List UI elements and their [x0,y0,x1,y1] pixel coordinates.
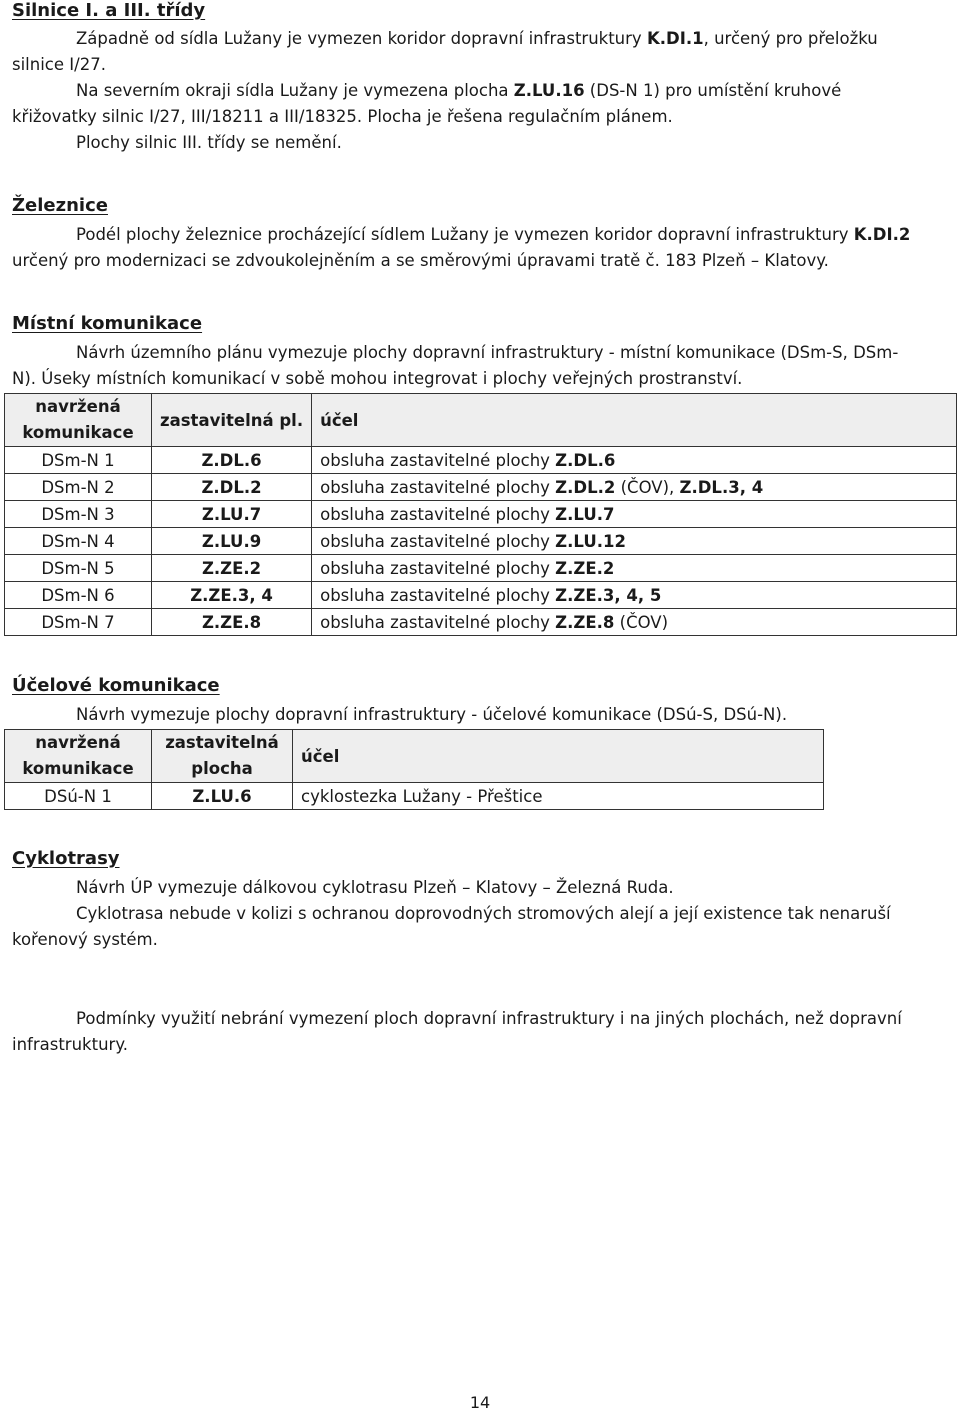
cell-ucel [312,528,957,555]
text: , určený pro přeložku [703,29,878,48]
table-row [5,447,957,474]
cell-plocha: Z.LU.7 [152,501,312,528]
text: obsluha zastavitelné plochy [320,558,556,578]
table-row [5,783,824,810]
paragraph-line: určený pro modernizaci se zdvoukolejněním a se směrovými úpravami tratě č. 183 Plzeň – Klatovy. [12,251,829,270]
text: obsluha zastavitelné plochy [320,531,556,551]
corridor-code: K.DI.2 [853,225,911,244]
cell-plocha: Z.ZE.8 [152,609,312,636]
cell-plocha: Z.ZE.2 [152,555,312,582]
heading-ucelove-komunikace: Účelové komunikace [12,675,220,696]
table-header-row [5,394,957,447]
table-row [5,474,957,501]
paragraph-line: silnice I/27. [12,55,106,74]
paragraph-line [12,222,948,248]
paragraph-line: kořenový systém. [12,930,158,949]
area-code: Z.LU.16 [513,81,585,100]
text: obsluha zastavitelné plochy [320,450,556,470]
cell-komunikace: DSm-N 6 [5,582,152,609]
cell-komunikace: DSm-N 4 [5,528,152,555]
header-cell: navržená komunikace [5,730,152,783]
cell-ucel [312,447,957,474]
cell-ucel: cyklostezka Lužany - Přeštice [293,783,824,810]
paragraph-line: křižovatky silnic I/27, III/18211 a III/18325. Plocha je řešena regulačním plánem. [12,107,673,126]
table-row [5,528,957,555]
cell-ucel [312,609,957,636]
table-row [5,501,957,528]
area-code: Z.ZE.3, 4, 5 [555,585,662,605]
table-header-row [5,730,824,783]
header-cell: účel [293,730,824,783]
text: obsluha zastavitelné plochy [320,504,556,524]
heading-cyklotrasy: Cyklotrasy [12,848,120,869]
header-cell: navržená komunikace [5,394,152,447]
header-cell: účel [312,394,957,447]
paragraph-line: N). Úseky místních komunikací v sobě mohou integrovat i plochy veřejných prostranství. [12,369,743,388]
area-code: Z.LU.12 [555,531,626,551]
cell-komunikace: DSm-N 5 [5,555,152,582]
area-code: Z.DL.2 [555,477,616,497]
heading-zeleznice: Železnice [12,195,108,216]
cell-plocha: Z.LU.9 [152,528,312,555]
cell-plocha: Z.ZE.3, 4 [152,582,312,609]
area-code: Z.ZE.8 [555,612,615,632]
heading-silnice: Silnice I. a III. třídy [12,0,206,21]
area-code: Z.LU.7 [555,504,615,524]
paragraph-line: Návrh územního plánu vymezuje plochy dopravní infrastruktury - místní komunikace (DSm-S, DSm- [76,343,899,362]
cell-plocha: Z.LU.6 [152,783,293,810]
text: obsluha zastavitelné plochy [320,477,556,497]
area-code: Z.DL.6 [555,450,616,470]
cell-komunikace: DSm-N 1 [5,447,152,474]
cell-ucel [312,474,957,501]
text: (ČOV), [615,477,680,497]
paragraph-line: Cyklotrasa nebude v kolizi s ochranou doprovodných stromových alejí a její existence tak nenaruší [76,904,891,923]
cell-komunikace: DSm-N 2 [5,474,152,501]
heading-mistni-komunikace: Místní komunikace [12,313,203,334]
paragraph-line [12,78,948,104]
text: obsluha zastavitelné plochy [320,612,556,632]
paragraph-line: Návrh ÚP vymezuje dálkovou cyklotrasu Plzeň – Klatovy – Železná Ruda. [76,878,674,897]
service-roads-table [4,729,824,810]
text-span [76,26,878,52]
cell-komunikace: DSm-N 7 [5,609,152,636]
paragraph-line: Plochy silnic III. třídy se nemění. [76,133,342,152]
cell-plocha: Z.DL.6 [152,447,312,474]
header-cell: zastavitelná pl. [152,394,312,447]
corridor-code: K.DI.1 [646,29,704,48]
text: Podél plochy železnice procházející sídlem Lužany je vymezen koridor dopravní infrastruktury [76,225,854,244]
text: obsluha zastavitelné plochy [320,585,556,605]
text: Na severním okraji sídla Lužany je vymezena plocha [76,81,514,100]
paragraph-line: infrastruktury. [12,1035,128,1054]
header-cell: zastavitelná plocha [152,730,293,783]
cell-komunikace: DSú-N 1 [5,783,152,810]
page-number: 14 [469,1393,491,1412]
table-row [5,582,957,609]
cell-plocha: Z.DL.2 [152,474,312,501]
cell-komunikace: DSm-N 3 [5,501,152,528]
text: (ČOV) [614,612,669,632]
local-roads-table [4,393,957,636]
area-code: Z.DL.3, 4 [679,477,764,497]
cell-ucel [312,501,957,528]
table-row [5,609,957,636]
paragraph-line: Podmínky využití nebrání vymezení ploch dopravní infrastruktury i na jiných plochách, než dopravní [76,1009,902,1028]
text: Západně od sídla Lužany je vymezen koridor dopravní infrastruktury [76,29,647,48]
text: (DS-N 1) pro umístění kruhové [584,81,842,100]
paragraph-line: Návrh vymezuje plochy dopravní infrastruktury - účelové komunikace (DSú-S, DSú-N). [76,705,788,724]
cell-ucel [312,555,957,582]
cell-ucel [312,582,957,609]
area-code: Z.ZE.2 [555,558,615,578]
table-row [5,555,957,582]
paragraph-line [12,26,948,52]
